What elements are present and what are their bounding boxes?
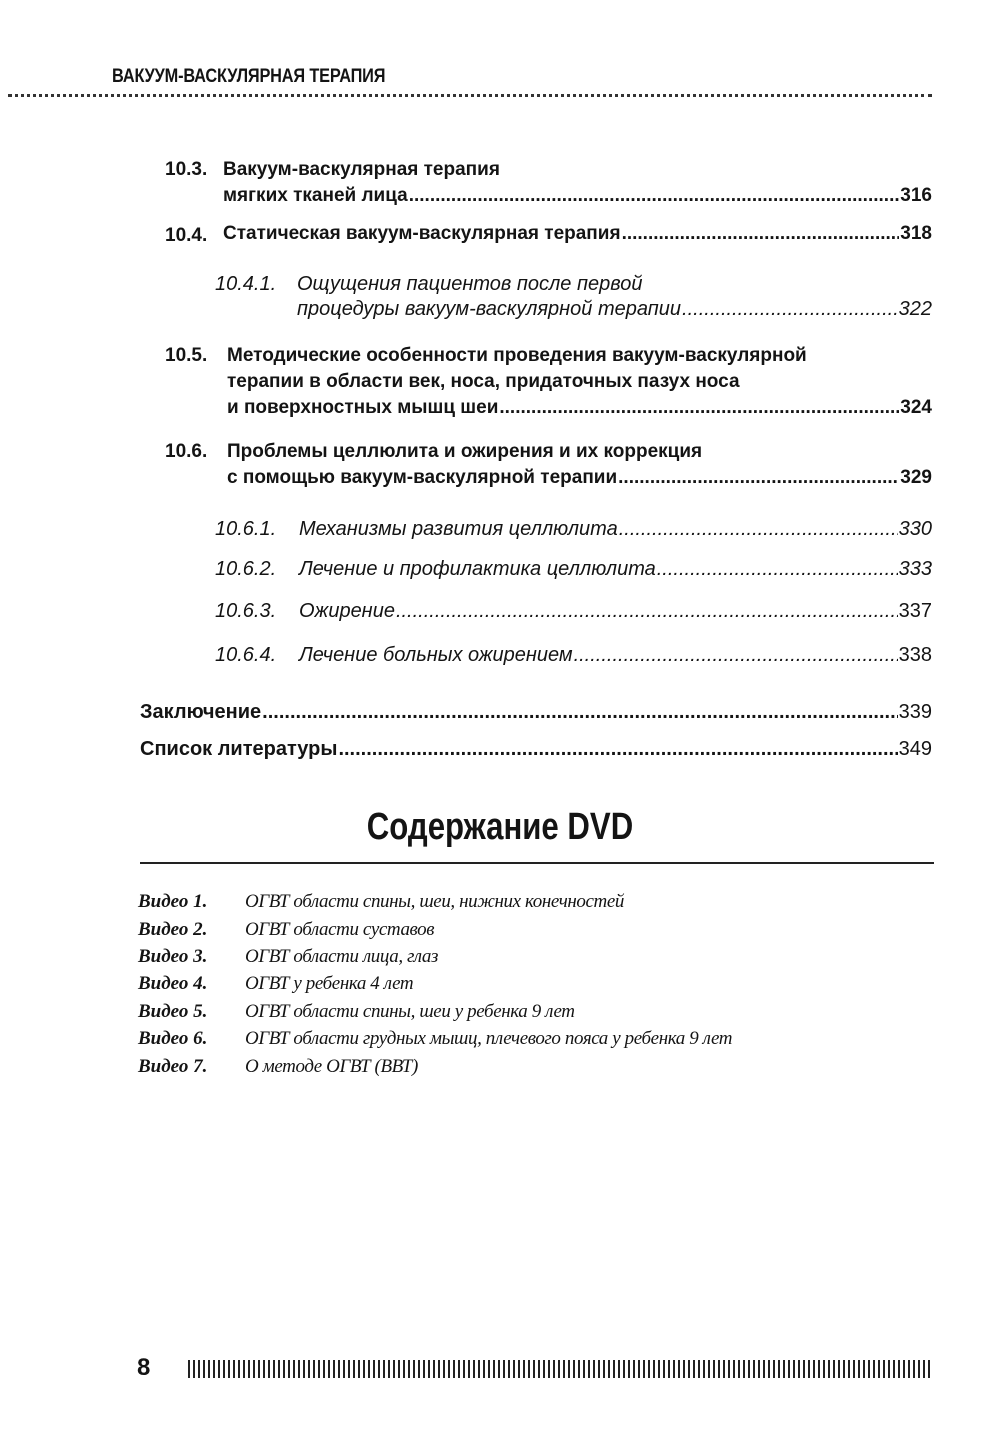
toc-page: 349 bbox=[898, 738, 932, 760]
header-dotted-rule bbox=[8, 94, 932, 97]
page-number: 8 bbox=[137, 1354, 151, 1381]
video-title: ОГВТ области спины, шеи, нижних конечностей bbox=[245, 891, 624, 912]
toc-title-line: Методические особенности проведения вакуум-васкулярной bbox=[227, 345, 807, 366]
toc-title-line: Проблемы целлюлита и ожирения и их коррекция bbox=[227, 441, 703, 462]
toc-leader-line bbox=[223, 184, 932, 208]
video-title: ОГВТ области суставов bbox=[245, 919, 435, 940]
toc-page: 337 bbox=[898, 600, 932, 622]
toc-title-last: Лечение больных ожирением bbox=[299, 644, 573, 666]
toc-number: 10.4.1. bbox=[215, 273, 277, 295]
toc-entry-10-6 bbox=[165, 440, 932, 492]
toc-entry-10-6-3 bbox=[215, 599, 932, 625]
toc-entry-references bbox=[140, 737, 932, 763]
toc-leader-line bbox=[297, 297, 932, 321]
toc-entry-10-3 bbox=[165, 158, 932, 210]
toc-title-line: Вакуум-васкулярная терапия bbox=[223, 159, 500, 180]
toc-title-last: мягких тканей лица bbox=[223, 185, 408, 206]
toc-title-last: процедуры вакуум-васкулярной терапии bbox=[297, 298, 682, 320]
video-label: Видео 5. bbox=[138, 1001, 208, 1022]
video-title: ОГВТ у ребенка 4 лет bbox=[245, 973, 414, 994]
toc-number: 10.6.1. bbox=[215, 518, 277, 540]
video-label: Видео 6. bbox=[138, 1028, 208, 1049]
toc-page: 318 bbox=[900, 223, 932, 244]
video-title: ОГВТ области спины, шеи у ребенка 9 лет bbox=[245, 1001, 575, 1022]
toc-number: 10.6. bbox=[165, 441, 208, 462]
toc-title-last: Лечение и профилактика целлюлита bbox=[299, 558, 656, 580]
toc-number: 10.6.2. bbox=[215, 558, 277, 580]
toc-title-line: терапии в области век, носа, придаточных пазух носа bbox=[227, 371, 740, 392]
toc-number: 10.4. bbox=[165, 225, 208, 246]
toc-number: 10.6.3. bbox=[215, 600, 277, 622]
toc-page: 330 bbox=[898, 518, 932, 540]
toc-number: 10.5. bbox=[165, 345, 208, 366]
video-label: Видео 1. bbox=[138, 891, 208, 912]
video-label: Видео 3. bbox=[138, 946, 208, 967]
toc-entry-10-4-1 bbox=[215, 272, 932, 324]
toc-leader-line bbox=[299, 599, 932, 623]
toc-page: 329 bbox=[900, 467, 932, 488]
toc-title-last: Заключение bbox=[140, 701, 262, 723]
toc-title-last: Механизмы развития целлюлита bbox=[299, 518, 618, 540]
toc-page: 339 bbox=[898, 701, 932, 723]
toc-entry-10-6-1 bbox=[215, 517, 932, 543]
toc-leader-line bbox=[299, 643, 932, 667]
dvd-section-title: Содержание DVD bbox=[366, 806, 634, 848]
toc-title-line: Ощущения пациентов после первой bbox=[297, 273, 643, 295]
toc-leader-line bbox=[140, 700, 932, 724]
toc-title-last: с помощью вакуум-васкулярной терапии bbox=[227, 467, 618, 488]
toc-title-last: Ожирение bbox=[299, 600, 395, 622]
dvd-title-rule bbox=[140, 862, 934, 864]
video-label: Видео 2. bbox=[138, 919, 208, 940]
toc-number: 10.6.4. bbox=[215, 644, 277, 666]
toc-entry-conclusion bbox=[140, 700, 932, 726]
video-title: ОГВТ области грудных мышц, плечевого пояса у ребенка 9 лет bbox=[245, 1028, 733, 1049]
toc-entry-10-5 bbox=[165, 344, 932, 422]
footer-stripe-bar bbox=[188, 1360, 932, 1378]
toc-leader-line bbox=[140, 737, 932, 761]
toc-number: 10.3. bbox=[165, 159, 208, 180]
toc-page: 322 bbox=[898, 298, 932, 320]
video-title: ОГВТ области лица, глаз bbox=[245, 946, 439, 967]
toc-title-last: Статическая вакуум-васкулярная терапия bbox=[223, 223, 621, 244]
toc-leader-line bbox=[227, 466, 932, 490]
toc-entry-10-4 bbox=[165, 222, 932, 248]
toc-leader-line bbox=[299, 517, 932, 541]
toc-leader-line bbox=[227, 396, 932, 420]
toc-leader-line bbox=[223, 222, 932, 246]
video-title: О методе ОГВТ (ВВТ) bbox=[245, 1056, 418, 1077]
toc-title-last: и поверхностных мышц шеи bbox=[227, 397, 499, 418]
toc-page: 333 bbox=[898, 558, 932, 580]
toc-entry-10-6-2 bbox=[215, 557, 932, 583]
running-header: ВАКУУМ-ВАСКУЛЯРНАЯ ТЕРАПИЯ bbox=[112, 66, 386, 87]
toc-leader-line bbox=[299, 557, 932, 581]
toc-entry-10-6-4 bbox=[215, 643, 932, 669]
toc-page: 316 bbox=[900, 185, 932, 206]
video-label: Видео 4. bbox=[138, 973, 208, 994]
toc-page: 338 bbox=[898, 644, 932, 666]
video-label: Видео 7. bbox=[138, 1056, 208, 1077]
toc-page: 324 bbox=[900, 397, 932, 418]
toc-title-last: Список литературы bbox=[140, 738, 338, 760]
